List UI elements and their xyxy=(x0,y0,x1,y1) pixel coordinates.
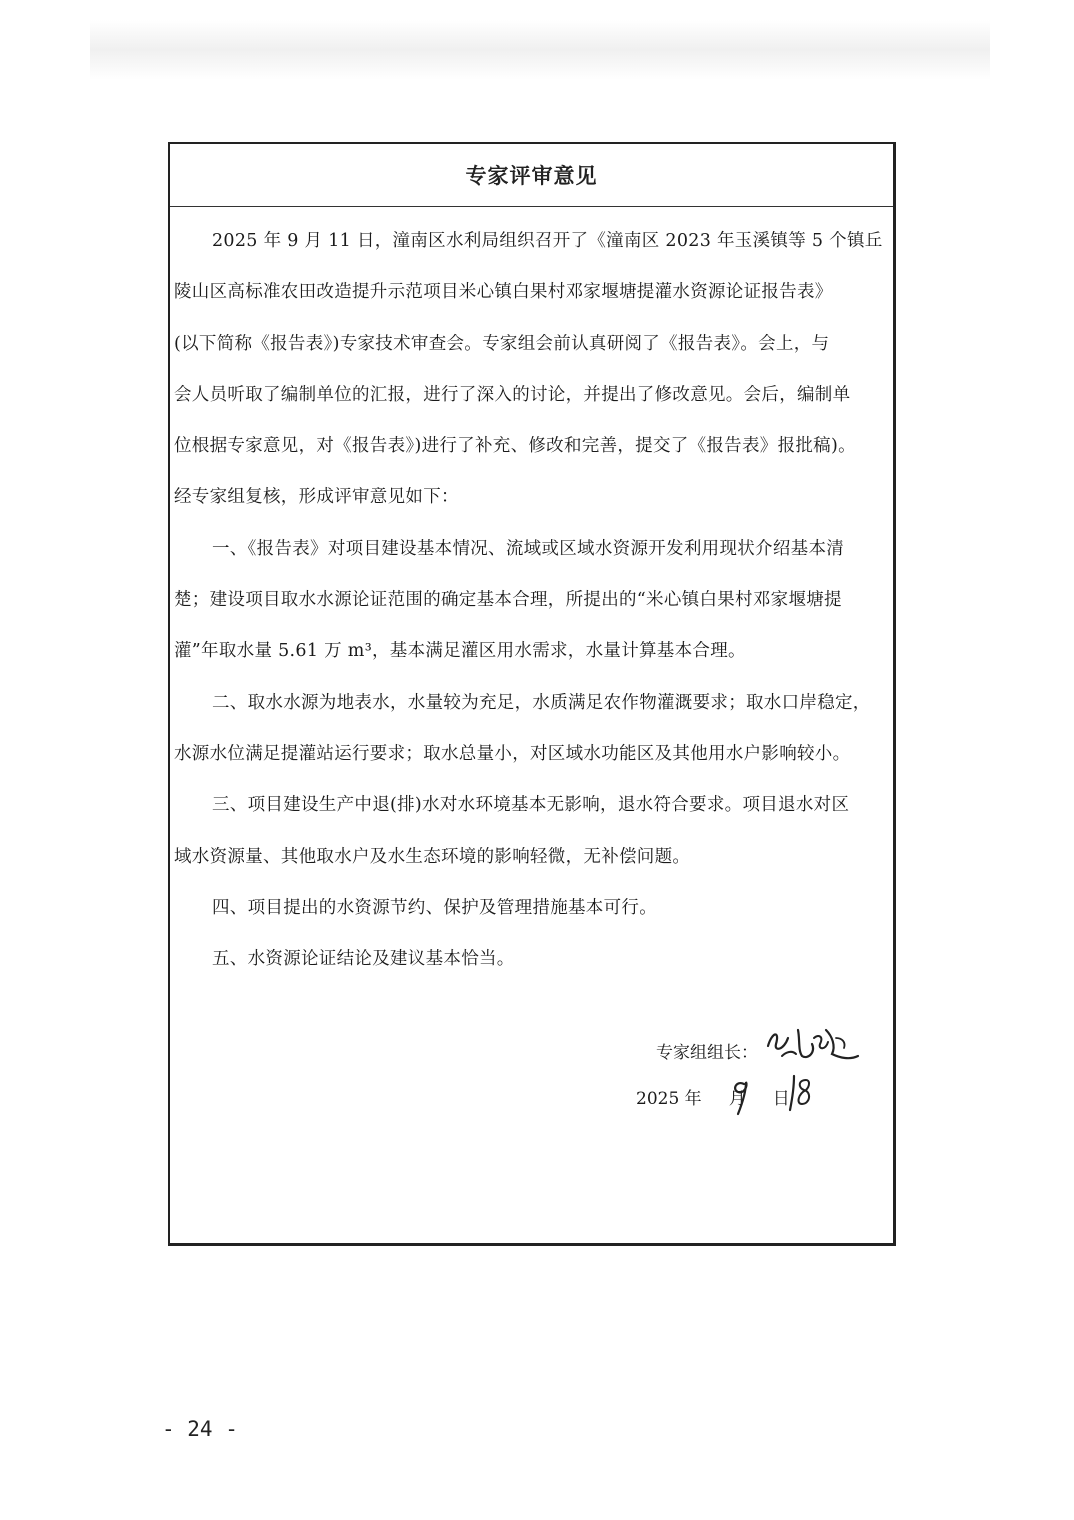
date-month-label: 月 xyxy=(728,1089,746,1109)
paragraph-line: 2025 年 9 月 11 日，潼南区水利局组织召开了《潼南区 2023 年玉溪镇等 5 个镇丘 xyxy=(212,231,883,251)
document-title: 专家评审意见 xyxy=(465,164,598,188)
review-opinion-table xyxy=(168,142,896,1246)
opinion-item-1: 一、《报告表》对项目建设基本情况、流域或区域水资源开发利用现状介绍基本清 xyxy=(212,538,845,559)
opinion-body xyxy=(174,216,891,985)
paragraph-line: 经专家组复核，形成评审意见如下： xyxy=(174,487,459,508)
paragraph-line: 楚；建设项目取水水源论证范围的确定基本合理，所提出的“米心镇白果村邓家堰塘提 xyxy=(174,590,842,611)
opinion-item-5: 五、水资源论证结论及建议基本恰当。 xyxy=(212,949,515,970)
scan-shading xyxy=(90,20,990,80)
handwritten-signature xyxy=(762,1016,862,1070)
paragraph-line: 陵山区高标准农田改造提升示范项目米心镇白果村邓家堰塘提灌水资源论证报告表》 xyxy=(174,282,833,303)
opinion-item-4: 四、项目提出的水资源节约、保护及管理措施基本可行。 xyxy=(212,897,657,918)
paragraph-line: 域水资源量、其他取水户及水生态环境的影响轻微，无补偿问题。 xyxy=(174,846,691,867)
page-number: - 24 - xyxy=(162,1417,238,1441)
signature-label: 专家组组长： xyxy=(656,1043,758,1063)
paragraph-line: 灌”年取水量 5.61 万 m³，基本满足灌区用水需求，水量计算基本合理。 xyxy=(174,641,746,662)
paragraph-line: 位根据专家意见，对《报告表》)进行了补充、修改和完善，提交了《报告表》报批稿)。 xyxy=(174,436,856,457)
paragraph-line: 水源水位满足提灌站运行要求；取水总量小，对区域水功能区及其他用水户影响较小。 xyxy=(174,743,851,764)
date-year: 2025 年 xyxy=(636,1089,702,1109)
opinion-item-3: 三、项目建设生产中退(排)水对水环境基本无影响，退水符合要求。项目退水对区 xyxy=(212,795,850,816)
signature-block xyxy=(636,1024,886,1144)
date-day-label: 日 xyxy=(772,1089,790,1109)
handwritten-date xyxy=(706,1070,836,1120)
paragraph-line: (以下简称《报告表》)专家技术审查会。专家组会前认真研阅了《报告表》。会上，与 xyxy=(174,333,830,354)
title-row xyxy=(170,144,893,207)
paragraph-line: 会人员听取了编制单位的汇报，进行了深入的讨论，并提出了修改意见。会后，编制单 xyxy=(174,384,851,405)
opinion-item-2: 二、取水水源为地表水，水量较为充足，水质满足农作物灌溉要求；取水口岸稳定， xyxy=(212,692,871,713)
